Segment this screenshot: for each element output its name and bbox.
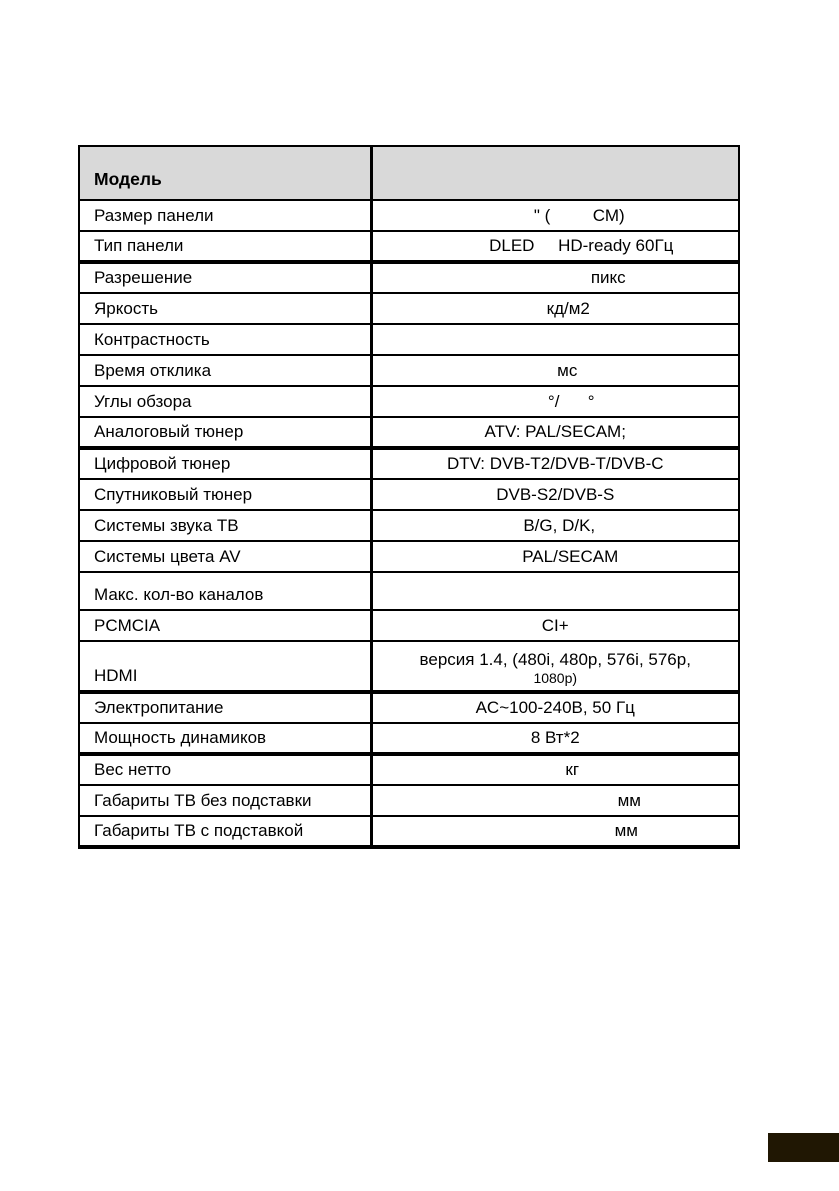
spec-value-text: AC~100-240В, 50 Гц bbox=[475, 698, 635, 717]
spec-value bbox=[371, 641, 739, 692]
spec-value bbox=[371, 816, 739, 847]
page-number-tab bbox=[768, 1133, 839, 1162]
table-row bbox=[79, 448, 739, 479]
spec-label: Системы звука ТВ bbox=[79, 510, 371, 541]
spec-label: Системы цвета AV bbox=[79, 541, 371, 572]
table-row bbox=[79, 785, 739, 816]
table-row bbox=[79, 200, 739, 231]
table-row bbox=[79, 386, 739, 417]
spec-value bbox=[371, 262, 739, 293]
spec-value bbox=[371, 293, 739, 324]
spec-label: HDMI bbox=[79, 641, 371, 692]
spec-label: Спутниковый тюнер bbox=[79, 479, 371, 510]
spec-value-text: кд/м2 bbox=[546, 299, 590, 318]
spec-value-line2: 1080p) bbox=[533, 670, 578, 686]
spec-label: Электропитание bbox=[79, 692, 371, 723]
spec-label: Аналоговый тюнер bbox=[79, 417, 371, 448]
table-row bbox=[79, 355, 739, 386]
table-row bbox=[79, 262, 739, 293]
table-row bbox=[79, 610, 739, 641]
spec-table bbox=[78, 145, 740, 849]
spec-value bbox=[371, 510, 739, 541]
spec-table-body bbox=[79, 200, 739, 847]
spec-value bbox=[371, 386, 739, 417]
spec-label: Яркость bbox=[79, 293, 371, 324]
table-row bbox=[79, 572, 739, 610]
spec-value bbox=[371, 448, 739, 479]
spec-label: Габариты ТВ с подставкой bbox=[79, 816, 371, 847]
spec-value bbox=[371, 754, 739, 785]
spec-label: Габариты ТВ без подставки bbox=[79, 785, 371, 816]
spec-value bbox=[371, 692, 739, 723]
spec-value-text: DTV: DVB-T2/DVB-T/DVB-C bbox=[446, 454, 664, 473]
spec-label: Вес нетто bbox=[79, 754, 371, 785]
spec-value-text: мм bbox=[614, 821, 638, 840]
table-header-row bbox=[79, 146, 739, 200]
table-row bbox=[79, 754, 739, 785]
spec-value-text: DLED HD-ready 60Гц bbox=[489, 236, 674, 255]
spec-value-text: кг bbox=[565, 760, 580, 779]
spec-label: Контрастность bbox=[79, 324, 371, 355]
header-model-label: Модель bbox=[79, 146, 371, 200]
spec-value-text: мм bbox=[617, 791, 641, 810]
table-row bbox=[79, 641, 739, 692]
spec-value-text: ATV: PAL/SECAM; bbox=[484, 422, 626, 441]
spec-value bbox=[371, 723, 739, 754]
spec-value-text: 8 Вт*2 bbox=[530, 728, 580, 747]
spec-label: Цифровой тюнер bbox=[79, 448, 371, 479]
spec-value-text: B/G, D/K, bbox=[523, 516, 596, 535]
spec-value bbox=[371, 541, 739, 572]
table-row bbox=[79, 324, 739, 355]
spec-label: Макс. кол-во каналов bbox=[79, 572, 371, 610]
spec-label: Время отклика bbox=[79, 355, 371, 386]
spec-label: Тип панели bbox=[79, 231, 371, 262]
table-row bbox=[79, 293, 739, 324]
spec-value bbox=[371, 417, 739, 448]
spec-label: Углы обзора bbox=[79, 386, 371, 417]
spec-value bbox=[371, 200, 739, 231]
spec-label: Разрешение bbox=[79, 262, 371, 293]
spec-value-text: PAL/SECAM bbox=[522, 547, 619, 566]
spec-value-text: DVB-S2/DVB-S bbox=[496, 485, 615, 504]
spec-value-text: мс bbox=[557, 361, 578, 380]
spec-value-text: " ( СМ) bbox=[533, 206, 625, 225]
header-model-value bbox=[371, 146, 739, 200]
spec-value-text: °/ ° bbox=[547, 392, 595, 411]
spec-value bbox=[371, 479, 739, 510]
table-row bbox=[79, 692, 739, 723]
table-row bbox=[79, 479, 739, 510]
spec-label: PCMCIA bbox=[79, 610, 371, 641]
spec-value bbox=[371, 355, 739, 386]
table-row bbox=[79, 541, 739, 572]
table-row bbox=[79, 231, 739, 262]
spec-value bbox=[371, 324, 739, 355]
spec-value bbox=[371, 610, 739, 641]
spec-value bbox=[371, 231, 739, 262]
spec-value-text: CI+ bbox=[541, 616, 569, 635]
table-row bbox=[79, 816, 739, 847]
spec-value-text: версия 1.4, (480i, 480p, 576i, 576p, bbox=[419, 650, 691, 669]
spec-label: Размер панели bbox=[79, 200, 371, 231]
table-row bbox=[79, 417, 739, 448]
spec-value-text: пикс bbox=[590, 268, 626, 287]
spec-value bbox=[371, 785, 739, 816]
table-row bbox=[79, 723, 739, 754]
spec-value bbox=[371, 572, 739, 610]
table-row bbox=[79, 510, 739, 541]
spec-label: Мощность динамиков bbox=[79, 723, 371, 754]
